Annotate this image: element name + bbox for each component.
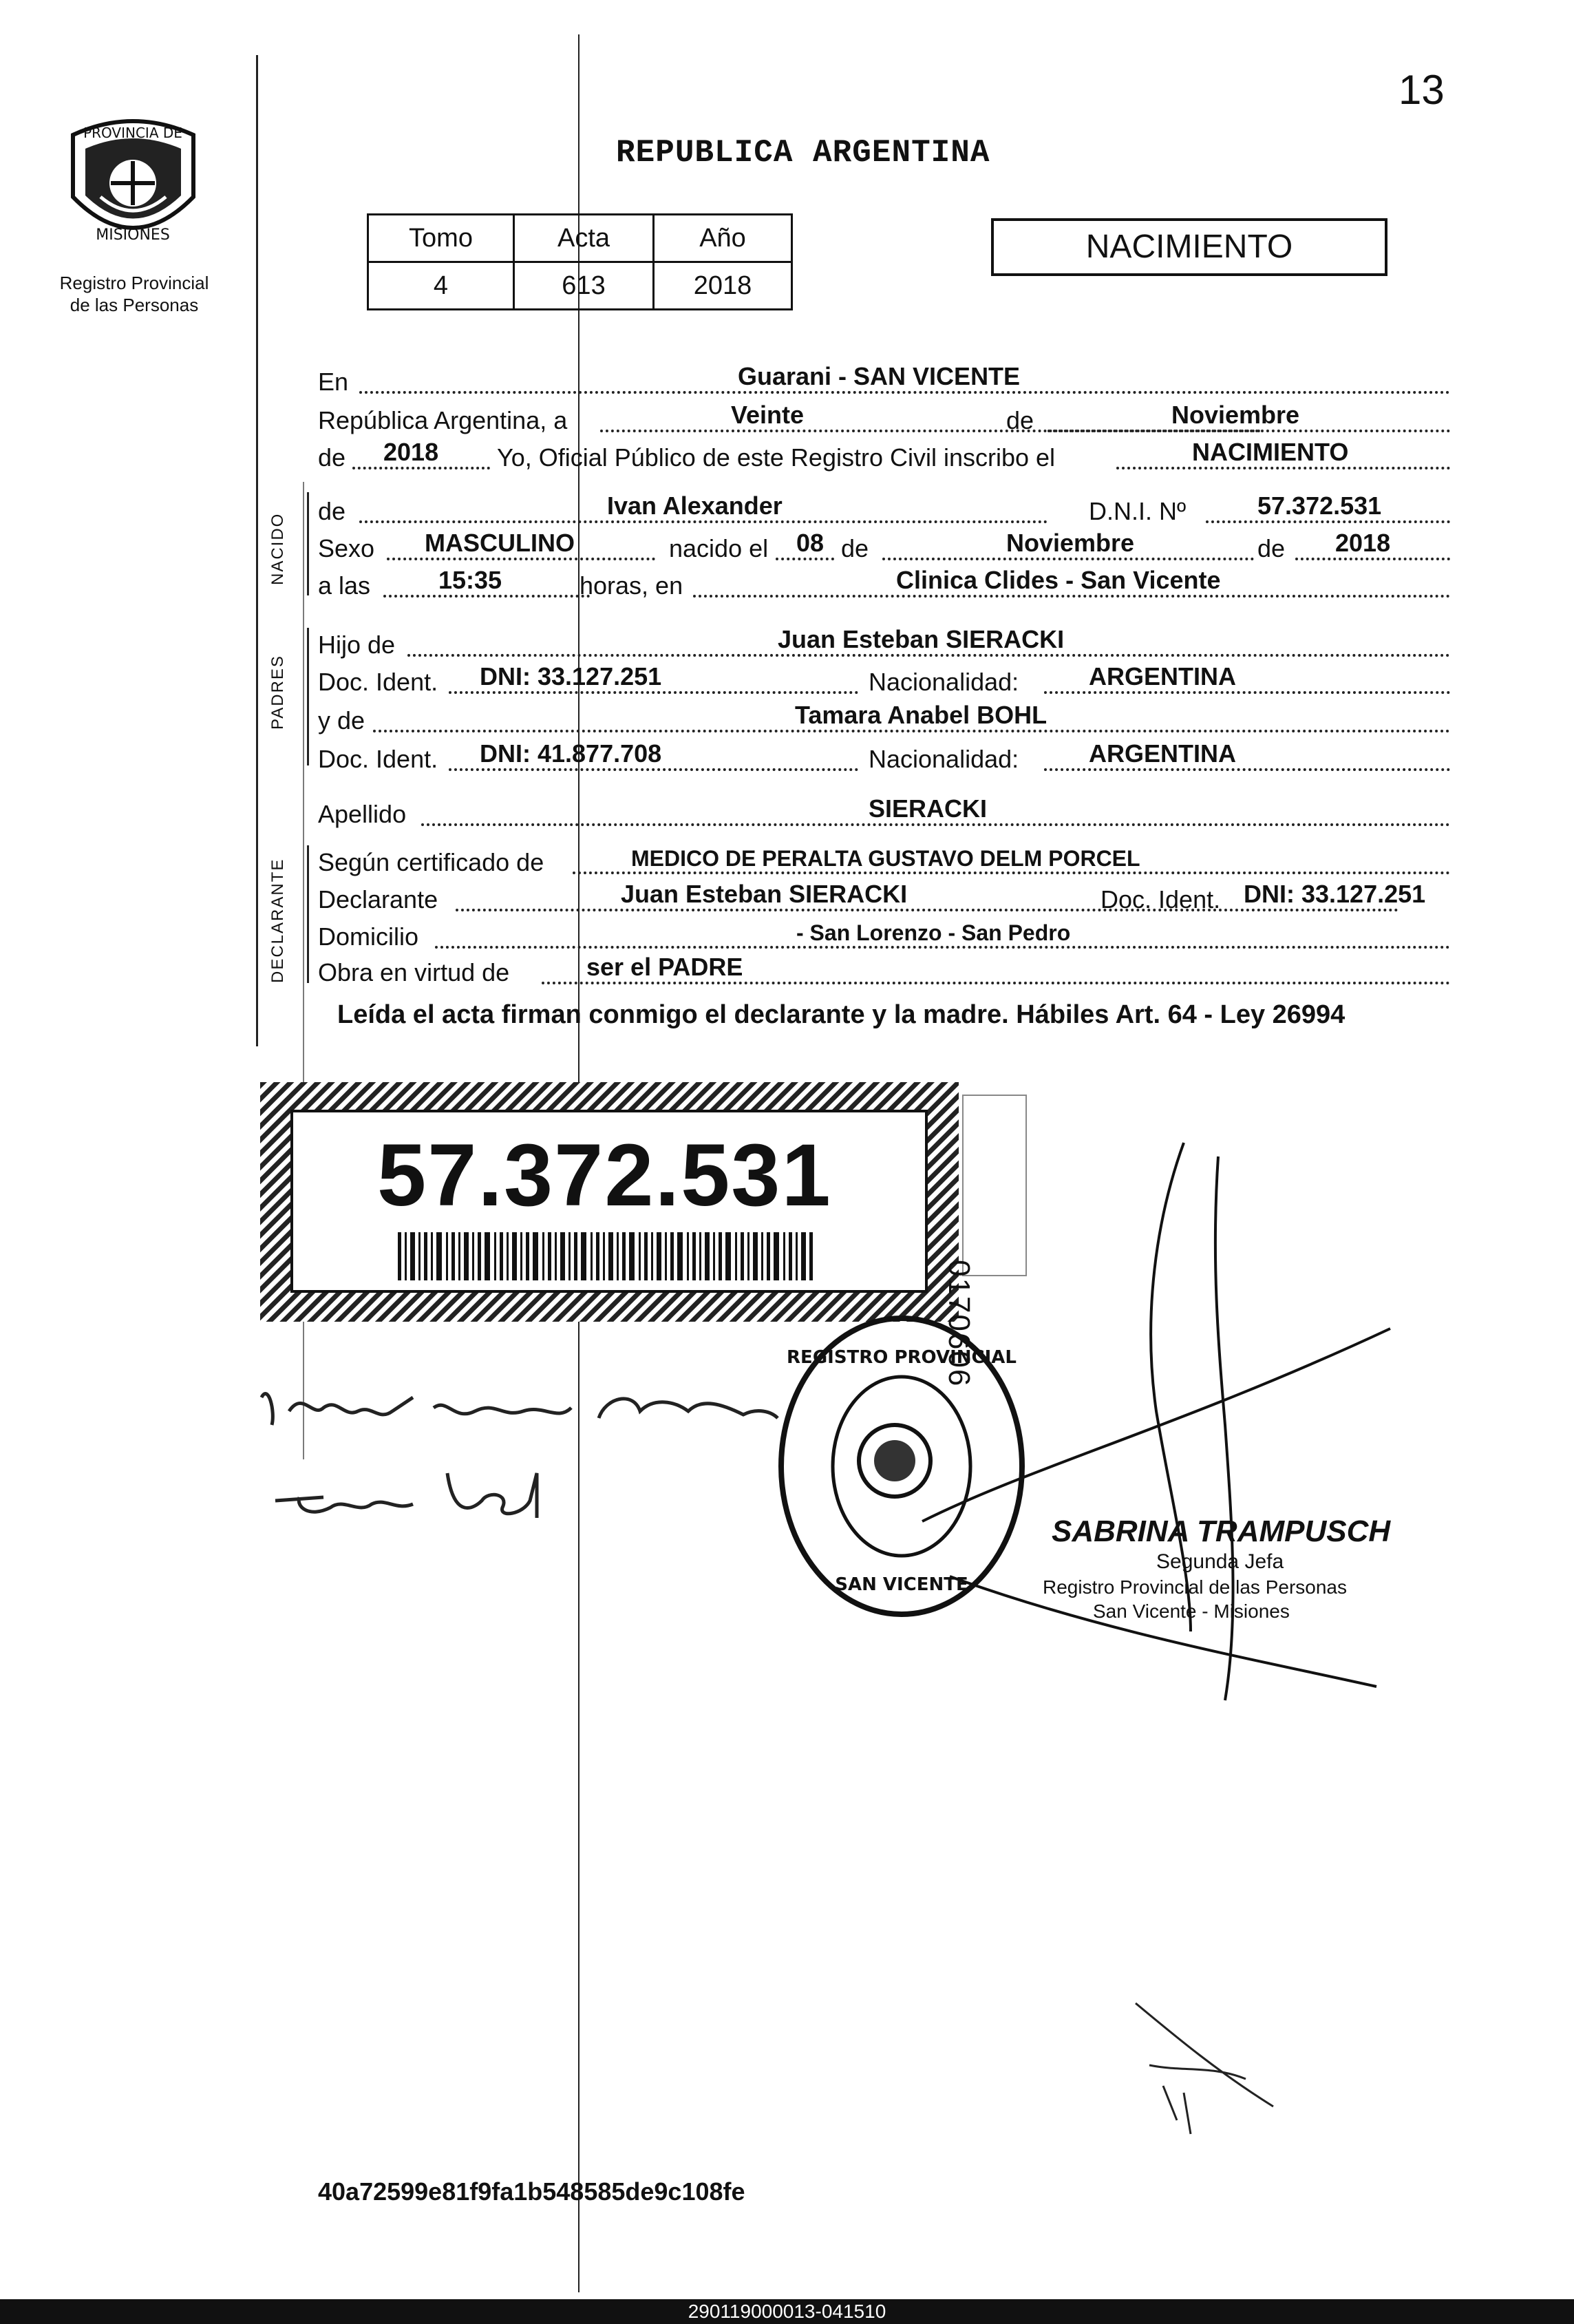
svg-text:MISIONES: MISIONES <box>96 226 170 244</box>
card-dni-number: 57.372.531 <box>377 1126 832 1225</box>
row-padre <box>318 625 1450 662</box>
label-alas: a las <box>318 571 371 600</box>
row-madre-doc <box>318 739 1450 777</box>
value-declarante: Juan Esteban SIERACKI <box>621 880 908 908</box>
dotted-line <box>449 768 858 771</box>
row-inscripcion <box>318 438 1450 475</box>
dotted-line <box>456 909 1398 911</box>
value-year: 2018 <box>383 438 439 466</box>
table-header-tomo: Tomo <box>368 215 514 262</box>
row-apellido <box>318 794 1450 832</box>
serial-number: 0170606 <box>942 1260 976 1388</box>
label-doc: Doc. Ident. <box>318 668 438 696</box>
dotted-line <box>352 467 490 469</box>
label-de: de <box>1006 406 1034 434</box>
table-value-acta: 613 <box>514 262 654 310</box>
official-office: Registro Provincial de las Personas <box>1043 1576 1347 1598</box>
dotted-line <box>383 595 590 598</box>
label-dni: D.N.I. Nº <box>1089 497 1187 525</box>
row-domicilio <box>318 920 1450 954</box>
label-hijo: Hijo de <box>318 631 396 659</box>
label-de: de <box>318 497 346 525</box>
official-signature-scribble <box>895 1136 1404 1742</box>
row-padre-doc <box>318 662 1450 699</box>
section-label-declarante: DECLARANTE <box>268 858 287 983</box>
margin-scribble <box>1122 1996 1301 2162</box>
value-dni: 57.372.531 <box>1257 492 1382 520</box>
dotted-line <box>882 558 1254 560</box>
label-obra: Obra en virtud de <box>318 958 510 986</box>
registry-name <box>28 272 241 316</box>
value-madre-doc: DNI: 41.877.708 <box>480 739 662 768</box>
dotted-line <box>387 558 655 560</box>
row-hora <box>318 566 1450 603</box>
section-label-nacido: NACIDO <box>268 512 287 585</box>
dotted-line <box>542 982 1450 984</box>
dotted-line <box>407 654 1450 657</box>
value-madre-nac: ARGENTINA <box>1089 739 1236 768</box>
label-horas: horas, en <box>579 571 683 600</box>
value-en: Guarani - SAN VICENTE <box>738 362 1021 390</box>
value-inscribo: NACIMIENTO <box>1192 438 1349 466</box>
dotted-line <box>1047 430 1450 432</box>
value-nombre: Ivan Alexander <box>607 492 783 520</box>
dni-card-sticker <box>260 1082 959 1322</box>
official-place: San Vicente - Misiones <box>1093 1601 1290 1622</box>
row-nombre <box>318 494 1450 529</box>
dotted-line <box>359 391 1450 394</box>
margin-line-left <box>256 55 258 1046</box>
svg-text:REGISTRO PROVINCIAL: REGISTRO PROVINCIAL <box>787 1347 1017 1368</box>
label-doc: Doc. Ident. <box>1100 885 1221 913</box>
document-title: REPUBLICA ARGENTINA <box>616 135 990 171</box>
dotted-line <box>1206 520 1450 523</box>
registry-name-line1: Registro Provincial <box>59 273 209 293</box>
table-value-ano: 2018 <box>654 262 792 310</box>
registry-name-line2: de las Personas <box>70 295 199 315</box>
official-name: SABRINA TRAMPUSCH <box>1052 1514 1391 1548</box>
official-role: Segunda Jefa <box>1156 1550 1284 1573</box>
label-de: de <box>841 534 869 562</box>
row-madre <box>318 701 1450 738</box>
barcode-icon <box>398 1232 818 1280</box>
value-birth-day: 08 <box>796 529 825 557</box>
svg-text:PROVINCIA DE: PROVINCIA DE <box>83 125 182 141</box>
value-madre: Tamara Anabel BOHL <box>795 701 1047 729</box>
dotted-line <box>373 730 1450 732</box>
record-table <box>367 213 793 310</box>
dotted-line <box>776 558 834 560</box>
document-hash: 40a72599e81f9fa1b548585de9c108fe <box>318 2177 745 2206</box>
dotted-line <box>449 691 858 694</box>
row-obra <box>318 955 1450 990</box>
value-padre-doc: DNI: 33.127.251 <box>480 662 662 690</box>
label-nacido: nacido el <box>669 534 769 562</box>
label-nacionalidad: Nacionalidad: <box>869 745 1019 773</box>
value-birth-year: 2018 <box>1335 529 1391 557</box>
value-birth-month: Noviembre <box>1006 529 1135 557</box>
record-type-box: NACIMIENTO <box>991 218 1387 276</box>
handwritten-signatures <box>248 1370 785 1542</box>
table-header-acta: Acta <box>514 215 654 262</box>
dotted-line <box>1044 768 1450 771</box>
registry-logo-icon <box>59 114 207 252</box>
section-bracket-nacido <box>307 492 309 595</box>
value-hora: 15:35 <box>438 566 502 594</box>
row-certificado <box>318 845 1450 880</box>
legal-text: Leída el acta firman conmigo el declarante y la madre. Hábiles Art. 64 - Ley 26994 <box>337 1000 1346 1029</box>
value-domicilio: - San Lorenzo - San Pedro <box>796 920 1071 945</box>
value-declarante-doc: DNI: 33.127.251 <box>1244 880 1426 908</box>
label-en: En <box>318 368 349 396</box>
label-yde: y de <box>318 706 365 735</box>
svg-text:SAN VICENTE: SAN VICENTE <box>835 1574 968 1595</box>
table-value-tomo: 4 <box>368 262 514 310</box>
value-month: Noviembre <box>1171 401 1300 429</box>
footer-code-bar: 290119000013-041510 <box>0 2299 1574 2324</box>
section-bracket-declarante <box>307 845 309 983</box>
row-en <box>318 362 1450 399</box>
dotted-line <box>435 946 1450 949</box>
dotted-line <box>693 595 1450 598</box>
label-apellido: Apellido <box>318 800 407 828</box>
row-declarante <box>318 880 1450 917</box>
value-padre: Juan Esteban SIERACKI <box>778 625 1065 653</box>
label-domicilio: Domicilio <box>318 922 419 951</box>
label-de: de <box>318 443 346 472</box>
label-certificado: Según certificado de <box>318 848 544 876</box>
value-sexo: MASCULINO <box>425 529 575 557</box>
dotted-line <box>1044 691 1450 694</box>
label-sexo: Sexo <box>318 534 375 562</box>
label-declarante: Declarante <box>318 885 438 913</box>
table-header-ano: Año <box>654 215 792 262</box>
label-yo: Yo, Oficial Público de este Registro Civil inscribo el <box>497 443 1056 472</box>
value-apellido: SIERACKI <box>869 794 988 823</box>
dotted-line <box>1295 558 1450 560</box>
value-padre-nac: ARGENTINA <box>1089 662 1236 690</box>
dotted-line <box>573 872 1450 874</box>
label-doc: Doc. Ident. <box>318 745 438 773</box>
label-nacionalidad: Nacionalidad: <box>869 668 1019 696</box>
value-day: Veinte <box>731 401 805 429</box>
label-de: de <box>1257 534 1286 562</box>
row-sexo <box>318 531 1450 566</box>
row-fecha <box>318 403 1450 438</box>
dotted-line <box>421 823 1450 826</box>
label-republica: República Argentina, a <box>318 406 568 434</box>
dotted-line <box>1116 467 1450 469</box>
page-number: 13 <box>1398 67 1445 113</box>
value-obra: ser el PADRE <box>586 953 743 981</box>
value-certificado: MEDICO DE PERALTA GUSTAVO DELM PORCEL <box>631 846 1140 871</box>
section-label-padres: PADRES <box>268 655 287 730</box>
dotted-line <box>359 520 1047 523</box>
section-bracket-padres <box>307 628 309 765</box>
value-lugar: Clinica Clides - San Vicente <box>896 566 1221 594</box>
